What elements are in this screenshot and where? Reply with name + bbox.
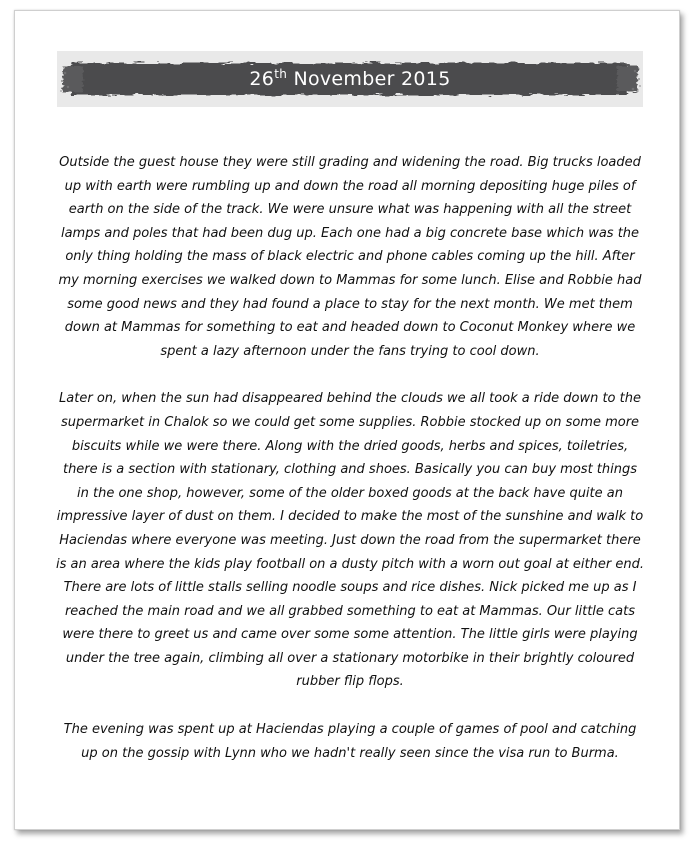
paragraph-3: The evening was spent up at Haciendas playing a couple of games of pool and catching up on the gossip with Lynn who we hadn't really seen since the visa run to Burma. [63, 722, 637, 761]
date-month-year: November 2015 [293, 68, 451, 90]
date-banner [57, 51, 643, 107]
date-day: 26 [249, 68, 275, 90]
paragraph-2: Later on, when the sun had disappeared behind the clouds we all took a ride down to the supermarket in Chalok so we could get some supplies. Robbie stocked up on some more biscuits while we were there. Along with the dried goods, herbs and spices, toiletries, there is a section with stationary, clothing and shoes. Basically you can buy most things in the one shop, however, some of the older boxed goods at the back have quite an impressive layer of dust on them. I decided to make the most of the sunshine and walk to Haciendas where everyone was meeting. Just down the road from the supermarket there is an area where the kids play football on a dusty pitch with a worn out goal at either end. There are lots of little stalls selling noodle soups and rice dishes. Nick picked me up as I reached the main road and we all grabbed something to eat at Mammas. Our little cats were there to greet us and came over some some attention. The little girls were playing under the tree again, climbing all over a stationary motorbike in their brightly coloured rubber flip flops. [56, 391, 644, 690]
journal-page [14, 10, 680, 830]
journal-body [55, 151, 645, 789]
date-suffix: th [274, 67, 288, 81]
date-title [57, 51, 643, 107]
paragraph-1: Outside the guest house they were still grading and widening the road. Big trucks loaded up with earth were rumbling up and down the road all morning depositing huge piles of earth on the side of the track. We were unsure what was happening with all the street lamps and poles that had been dug up. Each one had a big concrete base which was the only thing holding the mass of black electric and phone cables coming up the hill. After my morning exercises we walked down to Mammas for some lunch. Elise and Robbie had some good news and they had found a place to stay for the next month. We met them down at Mammas for something to eat and headed down to Coconut Monkey where we spent a lazy afternoon under the fans trying to cool down. [58, 155, 642, 359]
